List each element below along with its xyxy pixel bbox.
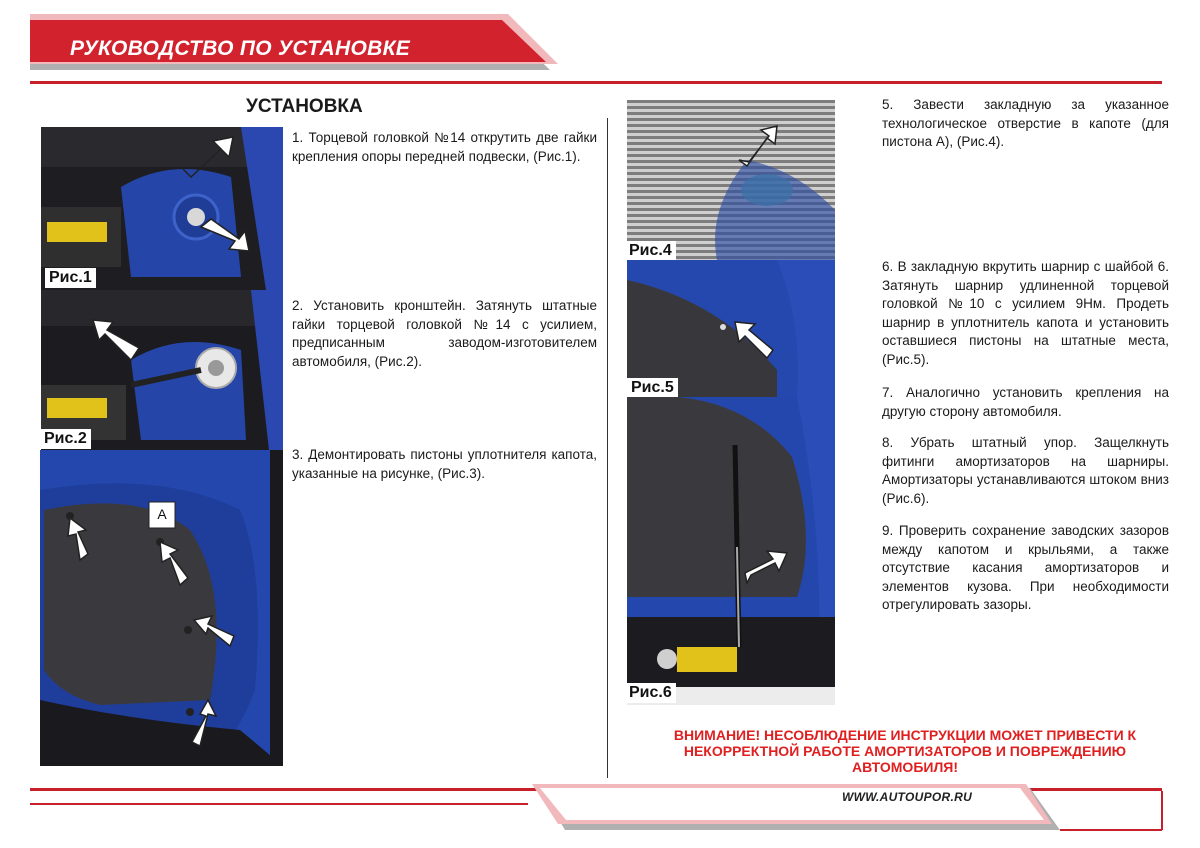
figure-1-photo	[41, 127, 283, 290]
figure-4-label: Рис.4	[627, 241, 676, 260]
figure-4-photo	[627, 100, 835, 260]
figure-6-label: Рис.6	[627, 683, 676, 703]
step-7-text: 7. Аналогично установить крепления на другую сторону автомобиля.	[882, 385, 1169, 419]
step-5-text: 5. Завести закладную за указанное технологическое отверстие в капоте (для пистона А), (Рис.4).	[882, 97, 1169, 149]
footer-website-link[interactable]: WWW.AUTOUPOR.RU	[842, 790, 973, 804]
section-title: УСТАНОВКА	[246, 96, 363, 117]
step-8-text: 8. Убрать штатный упор. Защелкнуть фитинги амортизаторов на шарниры. Амортизаторы устанавливаются штоком вниз (Рис.6).	[882, 435, 1169, 506]
page-header-title: РУКОВОДСТВО ПО УСТАНОВКЕ	[70, 37, 411, 60]
column-divider	[607, 118, 608, 778]
footer-decoration	[0, 780, 1200, 848]
figure-3-marker-a: A	[157, 506, 167, 522]
step-3-text: 3. Демонтировать пистоны уплотнителя капота, указанные на рисунке, (Рис.3).	[292, 447, 597, 481]
step-1-text: 1. Торцевой головкой №14 открутить две гайки крепления опоры передней подвески, (Рис.1).	[292, 130, 597, 164]
figure-2-label: Рис.2	[41, 429, 91, 449]
step-9-text: 9. Проверить сохранение заводских зазоров между капотом и крыльями, а также отсутствие касания амортизаторов и элементов кузова. При необходимости отрегулировать зазоры.	[882, 523, 1169, 612]
header-rule	[30, 81, 1162, 84]
figure-3-photo	[40, 450, 283, 766]
figure-5-label: Рис.5	[627, 378, 678, 397]
figure-1-label: Рис.1	[45, 268, 96, 288]
figure-2-photo	[41, 290, 283, 450]
step-6-text: 6. В закладную вкрутить шарнир с шайбой 6. Затянуть шарнир удлиненной торцевой головкой №10 с усилием 9Нм. Продеть шарнир в уплотнитель капота и установить оставшиеся пистоны на штатные места, (Рис.5).	[882, 259, 1169, 367]
figure-6-photo	[627, 397, 835, 705]
figure-5-photo	[627, 260, 835, 397]
step-2-text: 2. Установить кронштейн. Затянуть штатные гайки торцевой головкой №14 с усилием, предписанным заводом-изготовителем автомобиля, (Рис.2).	[292, 298, 597, 369]
warning-notice: ВНИМАНИЕ! НЕСОБЛЮДЕНИЕ ИНСТРУКЦИИ МОЖЕТ ПРИВЕСТИ К НЕКОРРЕКТНОЙ РАБОТЕ АМОРТИЗАТОРОВ И ПОВРЕЖДЕНИЮ АВТОМОБИЛЯ!	[673, 727, 1137, 775]
